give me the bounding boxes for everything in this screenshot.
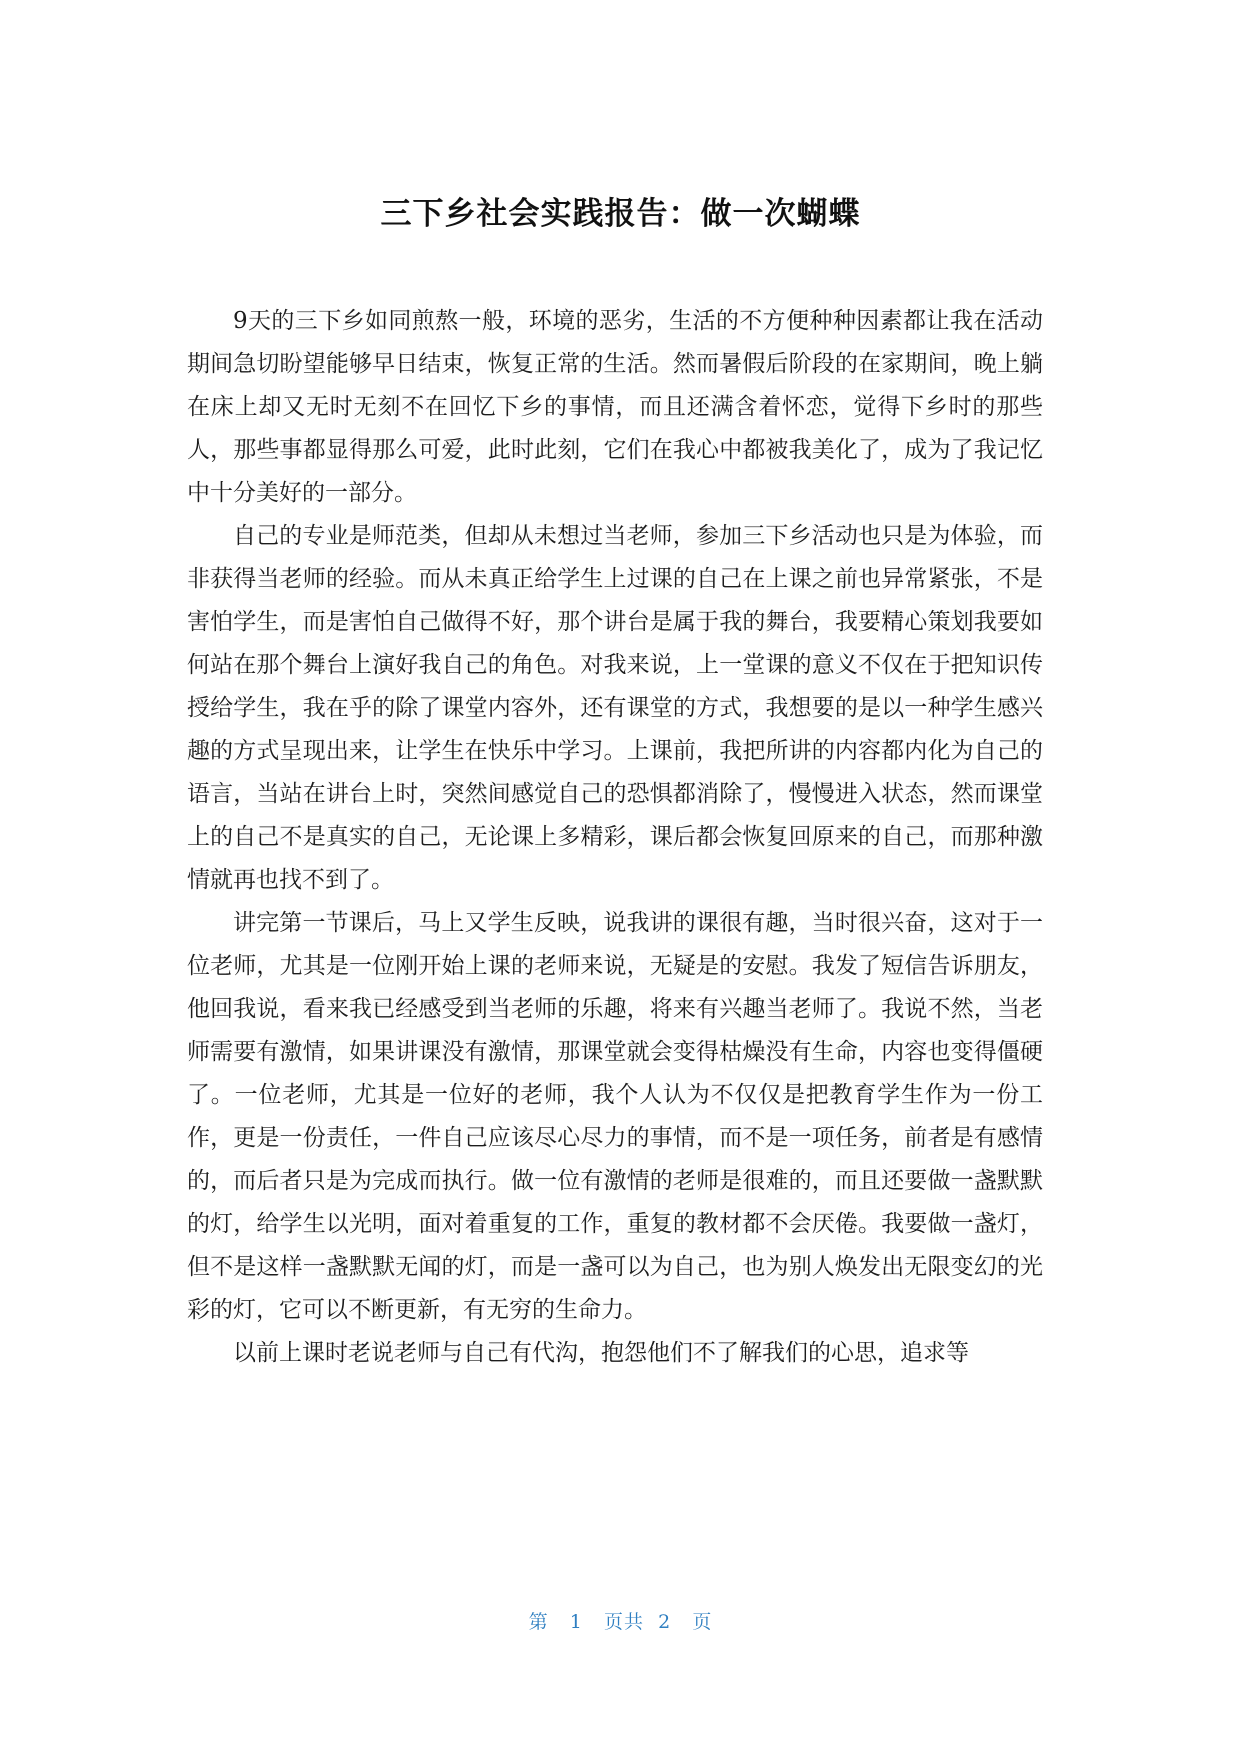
paragraph-3: 讲完第一节课后，马上又学生反映，说我讲的课很有趣，当时很兴奋，这对于一位老师，尤其是一位刚开始上课的老师来说，无疑是的安慰。我发了短信告诉朋友，他回我说，看来我已经感受到当老师的乐趣，将来有兴趣当老师了。我说不然，当老师需要有激情，如果讲课没有激情，那课堂就会变得枯燥没有生命，内容也变得僵硬了。一位老师，尤其是一位好的老师，我个人认为不仅仅是把教育学生作为一份工作，更是一份责任，一件自己应该尽心尽力的事情，而不是一项任务，前者是有感情的，而后者只是为完成而执行。做一位有激情的老师是很难的，而且还要做一盏默默的灯，给学生以光明，面对着重复的工作，重复的教材都不会厌倦。我要做一盏灯，但不是这样一盏默默无闻的灯，而是一盏可以为自己，也为别人焕发出无限变幻的光彩的灯，它可以不断更新，有无穷的生命力。 [187,910,1043,1323]
paragraph-2: 自己的专业是师范类，但却从未想过当老师，参加三下乡活动也只是为体验，而非获得当老师的经验。而从未真正给学生上过课的自己在上课之前也异常紧张，不是害怕学生，而是害怕自己做得不好，那个讲台是属于我的舞台，我要精心策划我要如何站在那个舞台上演好我自己的角色。对我来说，上一堂课的意义不仅在于把知识传授给学生，我在乎的除了课堂内容外，还有课堂的方式，我想要的是以一种学生感兴趣的方式呈现出来，让学生在快乐中学习。上课前，我把所讲的内容都内化为自己的语言，当站在讲台上时，突然间感觉自己的恐惧都消除了，慢慢进入状态，然而课堂上的自己不是真实的自己，无论课上多精彩，课后都会恢复回原来的自己，而那种激情就再也找不到了。 [187,523,1043,893]
footer-suffix: 页 [692,1611,713,1633]
document-body [187,300,1043,1375]
footer-total-pages: 2 [658,1611,672,1633]
paragraph-4: 以前上课时老说老师与自己有代沟，抱怨他们不了解我们的心思，追求等 [233,1340,969,1366]
document-title: 三下乡社会实践报告：做一次蝴蝶 [380,196,861,232]
footer-current-page: 1 [569,1611,583,1633]
paragraph-1: 9天的三下乡如同煎熬一般，环境的恶劣，生活的不方便种种因素都让我在活动期间急切盼望能够早日结束，恢复正常的生活。然而暑假后阶段的在家期间，晚上躺在床上却又无时无刻不在回忆下乡的事情，而且还满含着怀恋，觉得下乡时的那些人，那些事都显得那么可爱，此时此刻，它们在我心中都被我美化了，成为了我记忆中十分美好的一部分。 [187,308,1043,506]
footer-prefix: 第 [528,1611,549,1633]
page-footer [0,1607,1241,1634]
footer-middle: 页共 [604,1611,645,1633]
